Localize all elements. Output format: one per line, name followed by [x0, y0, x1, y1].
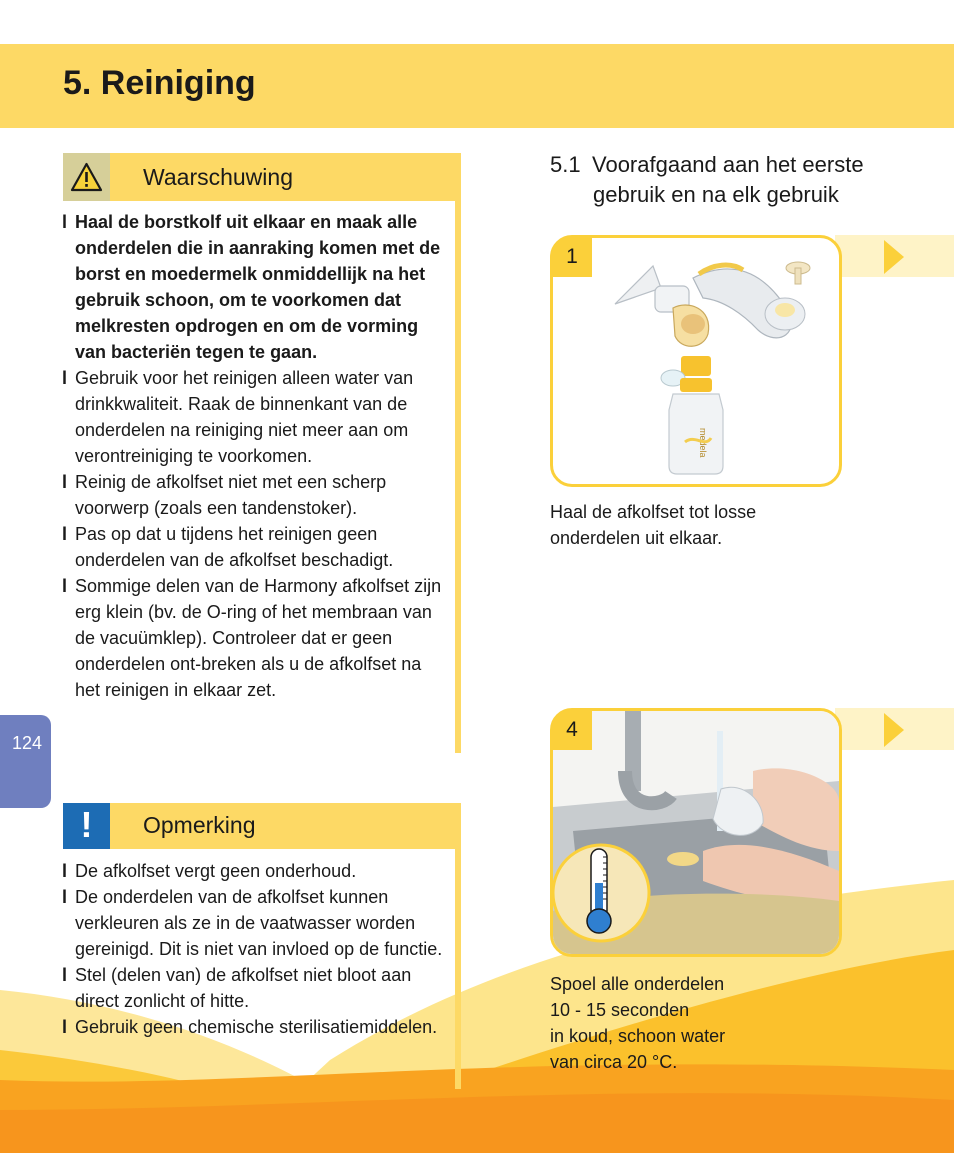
note-list [62, 858, 447, 1040]
warning-item: l Gebruik voor het reinigen alleen water van drinkkwaliteit. Raak de binnenkant van de onderdelen na reiniging niet meer aan om verontreiniging te voorkomen. [62, 365, 447, 469]
step-4-frame [550, 708, 842, 957]
step-4-caption-line: Spoel alle onderdelen [550, 974, 725, 994]
step-1-caption [550, 499, 870, 551]
warning-box-rule [455, 153, 461, 753]
warning-triangle-icon [63, 153, 110, 201]
rinsing-under-tap-photo [553, 711, 839, 954]
warning-item: l Haal de borstkolf uit elkaar en maak alle onderdelen die in aanraking komen met de borst en moedermelk onmiddellijk na het gebruik schoon, om te voorkomen dat melkresten opdrogen en om de vorming van bacteriën tegen te gaan. [62, 209, 447, 365]
warning-list [62, 209, 447, 703]
section-title [550, 150, 930, 210]
warning-item: l Sommige delen van de Harmony afkolfset zijn erg klein (bv. de O-ring of het membraan van de vacuümklep). Controleer dat er geen onderdelen ont-breken als u de afkolfset na het reinigen in elkaar zet. [62, 573, 447, 703]
section-title-line1: Voorafgaand aan het eerste [592, 152, 864, 177]
step-4-caption-line: in koud, schoon water [550, 1026, 726, 1046]
page-tab [0, 715, 51, 808]
note-heading: Opmerking [143, 812, 256, 838]
note-item: l De afkolfset vergt geen onderhoud. [62, 858, 447, 884]
bottle-brand-text: medela [698, 428, 708, 458]
note-heading-bar [63, 803, 461, 849]
step-1-arrow-icon [882, 238, 906, 276]
page-title: 5. Reiniging [63, 64, 256, 102]
breast-pump-parts-illustration [553, 238, 839, 484]
warning-item: l Reinig de afkolfset niet met een scherp voorwerp (zoals een tandenstoker). [62, 469, 447, 521]
step-4-number: 4 [552, 710, 592, 750]
warning-icon-box [63, 153, 110, 201]
section-number: 5.1 [550, 152, 581, 177]
step-1-frame [550, 235, 842, 487]
note-item: l De onderdelen van de afkolfset kunnen verkleuren als ze in de vaatwasser worden gereinigd. Dit is niet van invloed op de functie. [62, 884, 447, 962]
note-item: l Stel (delen van) de afkolfset niet bloot aan direct zonlicht of hitte. [62, 962, 447, 1014]
warning-item: l Pas op dat u tijdens het reinigen geen onderdelen van de afkolfset beschadigt. [62, 521, 447, 573]
step-4-caption [550, 971, 870, 1075]
step-4-caption-line: 10 - 15 seconden [550, 1000, 690, 1020]
note-item: l Gebruik geen chemische sterilisatiemiddelen. [62, 1014, 447, 1040]
step-4-arrow-icon [882, 711, 906, 749]
note-box-rule [455, 803, 461, 1089]
step-1-number: 1 [552, 237, 592, 277]
step-1-caption-line: onderdelen uit elkaar. [550, 528, 723, 548]
page-number: 124 [12, 733, 43, 753]
note-exclamation-icon: ! [63, 803, 110, 849]
step-4-caption-line: van circa 20 °C. [550, 1052, 678, 1072]
section-title-line2: gebruik en na elk gebruik [593, 182, 839, 207]
warning-heading: Waarschuwing [143, 164, 293, 190]
step-1-caption-line: Haal de afkolfset tot losse [550, 502, 757, 522]
